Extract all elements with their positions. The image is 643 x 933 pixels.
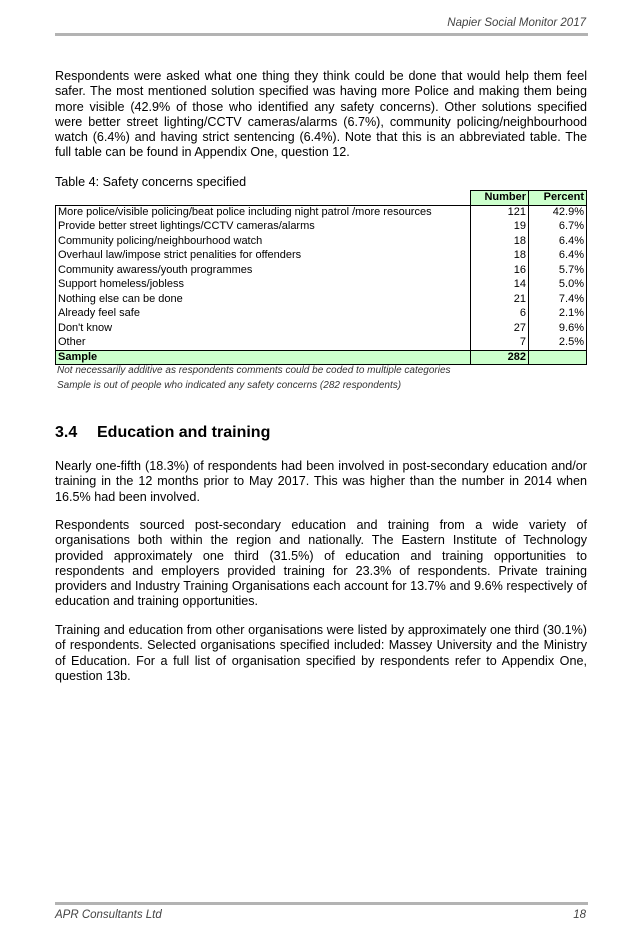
table-row xyxy=(56,220,587,235)
row-percent: 42.9% xyxy=(529,205,587,220)
row-label: Support homeless/jobless xyxy=(56,278,471,293)
running-header-title: Napier Social Monitor 2017 xyxy=(447,17,586,29)
table-row xyxy=(56,263,587,278)
row-number: 19 xyxy=(471,220,529,235)
row-percent: 2.5% xyxy=(529,336,587,351)
row-number: 27 xyxy=(471,321,529,336)
row-number: 18 xyxy=(471,249,529,264)
table-row xyxy=(56,249,587,264)
row-percent: 9.6% xyxy=(529,321,587,336)
table-header-blank xyxy=(56,191,471,206)
row-number: 7 xyxy=(471,336,529,351)
table-header-row xyxy=(56,191,587,206)
row-number: 14 xyxy=(471,278,529,293)
row-number: 21 xyxy=(471,292,529,307)
row-percent: 6.4% xyxy=(529,234,587,249)
footer-divider xyxy=(55,902,588,905)
row-label: Overhaul law/impose strict penalities for offenders xyxy=(56,249,471,264)
safety-concerns-table xyxy=(55,190,587,365)
row-label: Provide better street lightings/CCTV cameras/alarms xyxy=(56,220,471,235)
column-header-percent: Percent xyxy=(529,191,587,206)
table-row xyxy=(56,278,587,293)
row-percent: 5.0% xyxy=(529,278,587,293)
education-paragraph-2: Respondents sourced post-secondary education and training from a wide variety of organisations both within the region and nationally. The Eastern Institute of Technology provided approximately one third (31.5%) of education and training opportunities to respondents and employers provided training for 23.3% of respondents. Private training providers and Industry Training Organisations each account for 13.7% and 9.6% respectively of education and training opportunities. xyxy=(55,518,587,609)
row-label: Nothing else can be done xyxy=(56,292,471,307)
table-row xyxy=(56,336,587,351)
section-heading xyxy=(55,424,270,442)
row-number: 16 xyxy=(471,263,529,278)
table-caption: Table 4: Safety concerns specified xyxy=(55,175,247,189)
footer-organisation: APR Consultants Ltd xyxy=(55,909,162,921)
table-note: Sample is out of people who indicated any safety concerns (282 respondents) xyxy=(57,380,402,391)
row-label: Other xyxy=(56,336,471,351)
row-percent: 5.7% xyxy=(529,263,587,278)
sample-number: 282 xyxy=(471,350,529,365)
row-percent: 6.7% xyxy=(529,220,587,235)
table-row xyxy=(56,234,587,249)
row-number: 18 xyxy=(471,234,529,249)
row-percent: 6.4% xyxy=(529,249,587,264)
table-body xyxy=(56,205,587,350)
section-title: Education and training xyxy=(97,424,271,441)
table-row xyxy=(56,307,587,322)
row-label: More police/visible policing/beat police including night patrol /more resources xyxy=(56,205,471,220)
row-label: Already feel safe xyxy=(56,307,471,322)
page-number: 18 xyxy=(573,909,586,921)
row-percent: 2.1% xyxy=(529,307,587,322)
table-row xyxy=(56,321,587,336)
row-label: Community policing/neighbourhood watch xyxy=(56,234,471,249)
header-divider xyxy=(55,33,588,36)
education-paragraph-3: Training and education from other organisations were listed by approximately one third (30.1%) of respondents. Selected organisations specified included: Massey University and the Ministry of Education. For a full list of organisation specified by respondents refer to Appendix One, question 13b. xyxy=(55,623,587,683)
table-row xyxy=(56,292,587,307)
row-number: 6 xyxy=(471,307,529,322)
table-row xyxy=(56,205,587,220)
row-label: Community awaress/youth programmes xyxy=(56,263,471,278)
education-paragraph-1: Nearly one-fifth (18.3%) of respondents had been involved in post-secondary education and/or training in the 12 months prior to May 2017. This was higher than the number in 2014 when 16.5% had been involved. xyxy=(55,459,587,504)
column-header-number: Number xyxy=(471,191,529,206)
row-percent: 7.4% xyxy=(529,292,587,307)
row-label: Don't know xyxy=(56,321,471,336)
sample-label: Sample xyxy=(56,350,471,365)
sample-row xyxy=(56,350,587,365)
sample-percent-empty xyxy=(529,350,587,365)
table-note: Not necessarily additive as respondents comments could be coded to multiple categories xyxy=(57,365,451,376)
section-number: 3.4 xyxy=(55,424,78,441)
intro-paragraph: Respondents were asked what one thing they think could be done that would help them feel safer. The most mentioned solution specified was having more Police and making them being more visible (42.9% of those who identified any safety concerns). Other solutions specified were better street lighting/CCTV cameras/alarms (6.7%), community policing/neighbourhood watch (6.4%) and having strict sentencing (6.4%). Note that this is an abbreviated table. The full table can be found in Appendix One, question 12. xyxy=(55,69,587,160)
row-number: 121 xyxy=(471,205,529,220)
